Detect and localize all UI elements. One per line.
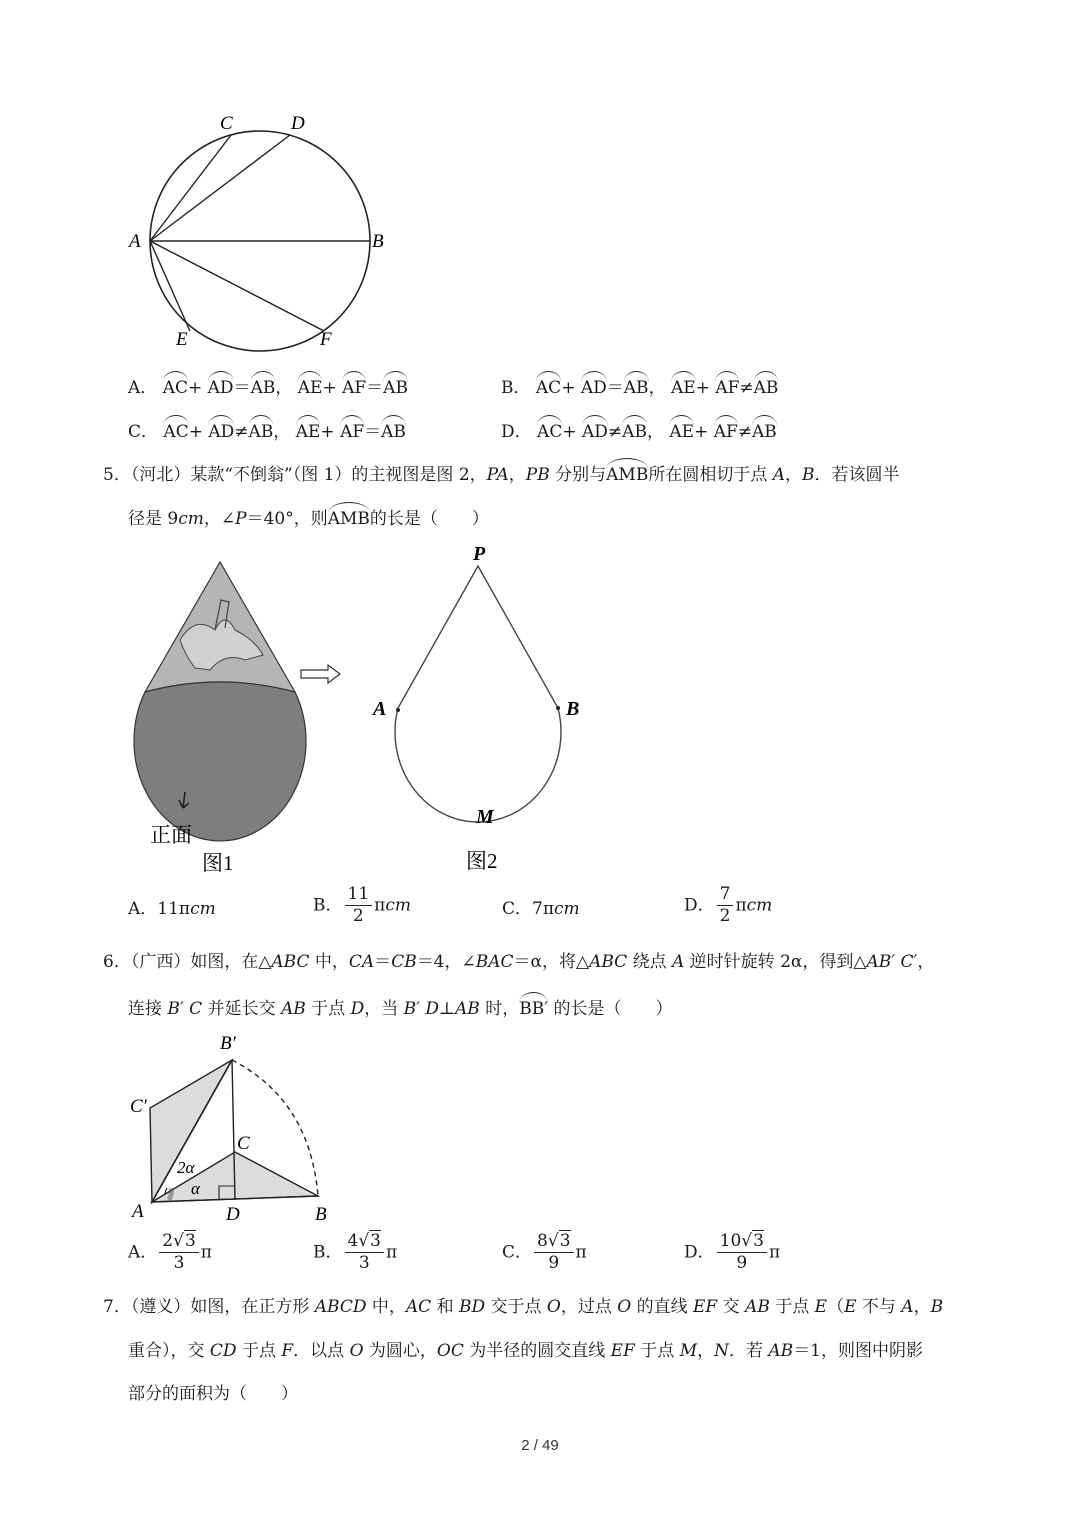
tumbler-base [134, 682, 306, 841]
q5-transform-arrow [300, 664, 342, 684]
arc-label: AF [342, 378, 367, 398]
q6-option-d: D． $\frac{10√3}{9}$ π [684, 1231, 781, 1273]
relation: ＝ [606, 378, 624, 398]
arc-label: AC [535, 378, 562, 398]
arc-label: AD [208, 422, 235, 442]
q4-option-b: B． AC+ AD＝AB， AE+ AF≠AB [501, 378, 779, 398]
arc-label: AF [715, 378, 740, 398]
fig6-label-c: C [237, 1133, 250, 1154]
arc-label: AB [752, 422, 777, 442]
q6-rotation-figure [125, 1030, 350, 1230]
q5-option-b: B． $\frac{11}{2}$ πcm [313, 884, 411, 926]
arc-label: BB′ [519, 999, 549, 1019]
fig1-caption: 图1 [202, 851, 234, 875]
fig2-label-b: B [566, 698, 580, 720]
q4-option-a: A． AC+ AD＝AB， AE+ AF＝AB [128, 378, 408, 398]
arc-label: AC [162, 378, 188, 398]
relation: ≠ [607, 422, 623, 442]
fig6-label-a-angle: α [191, 1179, 200, 1198]
arc-label: AE [670, 378, 696, 398]
q7-stem-line1: 7．（遵义）如图，在正方形 ABCD 中，AC 和 BD 交于点 O，过点 O 的直线 EF 交 AB 于点 E（E 不与 A，B [103, 1297, 944, 1317]
arc-label: AB [383, 378, 408, 398]
fig1-front-label: 正面 [150, 823, 192, 847]
relation: ＝ [366, 378, 384, 398]
q6-option-b: B． $\frac{4√3}{3}$ π [313, 1231, 398, 1273]
q5-figure1-tumbler [125, 560, 315, 875]
q4-circle-figure [120, 105, 410, 355]
q4-opt-letter: C． [128, 422, 159, 442]
arc-label: AF [340, 422, 365, 442]
q7-stem-line2: 重合），交 CD 于点 F．以点 O 为圆心，OC 为半径的圆交直线 EF 于点 M，N．若 AB＝1，则图中阴影 [128, 1341, 924, 1361]
q5-figure2-drop [360, 538, 610, 878]
q4-chord-af [150, 241, 324, 331]
arc-label: AB [623, 378, 649, 398]
arc-label: AE [297, 378, 323, 398]
page-number: 2 / 49 [521, 1437, 559, 1454]
fig6-label-d: D [226, 1204, 240, 1225]
q4-chord-ae [150, 241, 190, 331]
arc-label: AB [248, 422, 274, 442]
arc-label: AB [622, 422, 647, 442]
q4-opt-letter: A． [128, 378, 158, 398]
q5-option-c: C．7πcm [502, 899, 580, 919]
relation: ＝ [233, 378, 251, 398]
q4-option-c: C． AC+ AD≠AB， AE+ AF＝AB [128, 422, 406, 442]
arc-label: AD [207, 378, 234, 398]
q6-stem-line2: 连接 B′ C 并延长交 AB 于点 D，当 B′ D⊥AB 时，BB′ 的长是（ ） [128, 999, 673, 1019]
arc-label: AD [582, 422, 608, 442]
q4-label-c: C [220, 113, 233, 134]
q6-option-c: C． $\frac{8√3}{9}$ π [502, 1231, 587, 1273]
fig6-label-c1: C′ [130, 1096, 147, 1117]
fig2-label-m: M [476, 806, 494, 828]
fig6-label-b: B [315, 1204, 327, 1225]
arc-label: AB [381, 422, 406, 442]
q4-option-d: D． AC+ AD≠AB， AE+ AF≠AB [501, 422, 777, 442]
q6-option-a: A． $\frac{2√3}{3}$ π [128, 1231, 212, 1273]
arc-label: AE [295, 422, 321, 442]
fig2-caption: 图2 [466, 849, 498, 873]
q6-stem-line1: 6．（广西）如图，在△ABC 中，CA＝CB＝4，∠BAC＝α，将△ABC 绕点 A 逆时针旋转 2α，得到△AB′ C′， [103, 952, 935, 972]
q7-stem-line3: 部分的面积为（ ） [128, 1384, 298, 1404]
arc-label: AF [713, 422, 738, 442]
relation: ≠ [739, 378, 754, 398]
q5-option-a: A．11πcm [128, 899, 216, 919]
arc-label: AC [537, 422, 563, 442]
relation: ＝ [364, 422, 382, 442]
drop-outline [395, 566, 561, 822]
fig2-label-p: P [473, 543, 486, 565]
arc-label: AC [163, 422, 189, 442]
fig6-label-a: A [132, 1201, 144, 1222]
fig6-label-b1: B′ [220, 1033, 236, 1054]
arc-label: AB [753, 378, 779, 398]
q4-opt-letter: D． [501, 422, 532, 442]
arc-label: AD [580, 378, 607, 398]
arc-label: AE [669, 422, 695, 442]
q4-label-f: F [320, 329, 332, 350]
q4-label-d: D [291, 113, 305, 134]
arc-label: AMB [327, 509, 370, 529]
q4-label-e: E [176, 329, 188, 350]
q5-stem-line1: 5．（河北）某款“不倒翁”（图 1）的主视图是图 2，PA，PB 分别与AMB所在圆相切于点 A，B．若该圆半 [103, 465, 900, 485]
arc-label: AMB [606, 465, 649, 485]
q5-option-d: D． $\frac{7}{2}$ πcm [684, 884, 773, 926]
q4-opt-letter: B． [501, 378, 531, 398]
q5-stem-line2: 径是 9cm，∠P＝40°，则AMB的长是（ ） [128, 509, 489, 529]
q4-label-b: B [372, 231, 384, 252]
fig2-label-a: A [373, 698, 387, 720]
relation: ≠ [737, 422, 753, 442]
q4-label-a: A [129, 231, 141, 252]
relation: ≠ [234, 422, 249, 442]
fig6-label-2a: 2α [177, 1158, 195, 1177]
q4-chord-ad [150, 135, 290, 241]
arc-label: AB [250, 378, 276, 398]
